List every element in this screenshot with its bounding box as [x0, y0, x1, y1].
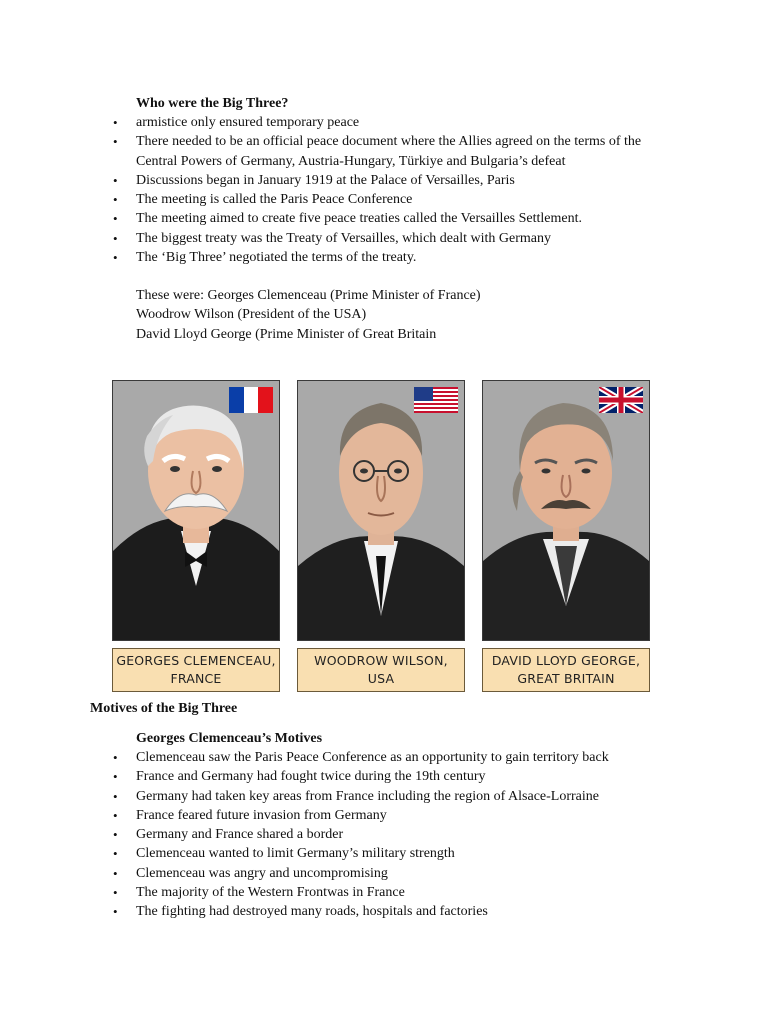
- big-three-bullet-list: [0, 113, 676, 267]
- list-item: • Clemenceau was angry and uncompromising: [113, 865, 388, 881]
- portrait-caption: WOODROW WILSON, USA: [297, 648, 465, 692]
- list-item: • There needed to be an official peace document where the Allies agreed on the terms of the Central Powers of Germany, Austria-Hungary, Türkiye and Bulgaria’s defeat: [113, 134, 642, 169]
- lloyd-george-portrait-image: [483, 381, 649, 640]
- list-item: • The biggest treaty was the Treaty of Versailles, which dealt with Germany: [113, 230, 551, 246]
- paragraph-line: Woodrow Wilson (President of the USA): [136, 307, 367, 323]
- france-flag-icon: [229, 387, 273, 413]
- list-item: • Germany had taken key areas from France including the region of Alsace-Lorraine: [113, 788, 599, 804]
- portrait-lloyd-george: [482, 380, 650, 692]
- section-heading-motives: Motives of the Big Three: [90, 701, 238, 716]
- portrait-frame: [112, 380, 280, 641]
- usa-flag-icon: [414, 387, 458, 413]
- clemenceau-portrait-image: [113, 381, 279, 640]
- list-item: • France feared future invasion from Germany: [113, 807, 387, 823]
- list-item: • The ‘Big Three’ negotiated the terms of the treaty.: [113, 250, 417, 266]
- portrait-caption: DAVID LLOYD GEORGE, GREAT BRITAIN: [482, 648, 650, 692]
- list-item: • armistice only ensured temporary peace: [113, 115, 360, 130]
- section-heading-big-three: Who were the Big Three?: [136, 96, 289, 111]
- big-three-illustration: [112, 380, 652, 692]
- list-item: • The majority of the Western Frontwas in France: [113, 885, 405, 901]
- clemenceau-motives-bullet-list: [0, 748, 676, 922]
- list-item: • Discussions began in January 1919 at the Palace of Versailles, Paris: [113, 172, 515, 188]
- portrait-frame: [482, 380, 650, 641]
- portrait-wilson: [297, 380, 465, 692]
- big-three-names-paragraph: [136, 286, 481, 344]
- list-item: • The meeting is called the Paris Peace Conference: [113, 192, 413, 208]
- list-item: • France and Germany had fought twice during the 19th century: [113, 769, 486, 785]
- list-item: • Germany and France shared a border: [113, 827, 344, 843]
- portrait-clemenceau: [112, 380, 280, 692]
- portrait-frame: [297, 380, 465, 641]
- uk-flag-icon: [599, 387, 643, 413]
- list-item: • Clemenceau wanted to limit Germany’s military strength: [113, 846, 455, 862]
- paragraph-line: David Lloyd George (Prime Minister of Great Britain: [136, 326, 437, 342]
- paragraph-line: These were: Georges Clemenceau (Prime Minister of France): [136, 288, 481, 303]
- portrait-caption: GEORGES CLEMENCEAU, FRANCE: [112, 648, 280, 692]
- list-item: • The fighting had destroyed many roads, hospitals and factories: [113, 904, 488, 920]
- list-item: • Clemenceau saw the Paris Peace Conference as an opportunity to gain territory back: [113, 750, 609, 765]
- subheading-clemenceau-motives: Georges Clemenceau’s Motives: [136, 731, 323, 746]
- wilson-portrait-image: [298, 381, 464, 640]
- list-item: • The meeting aimed to create five peace treaties called the Versailles Settlement.: [113, 211, 582, 227]
